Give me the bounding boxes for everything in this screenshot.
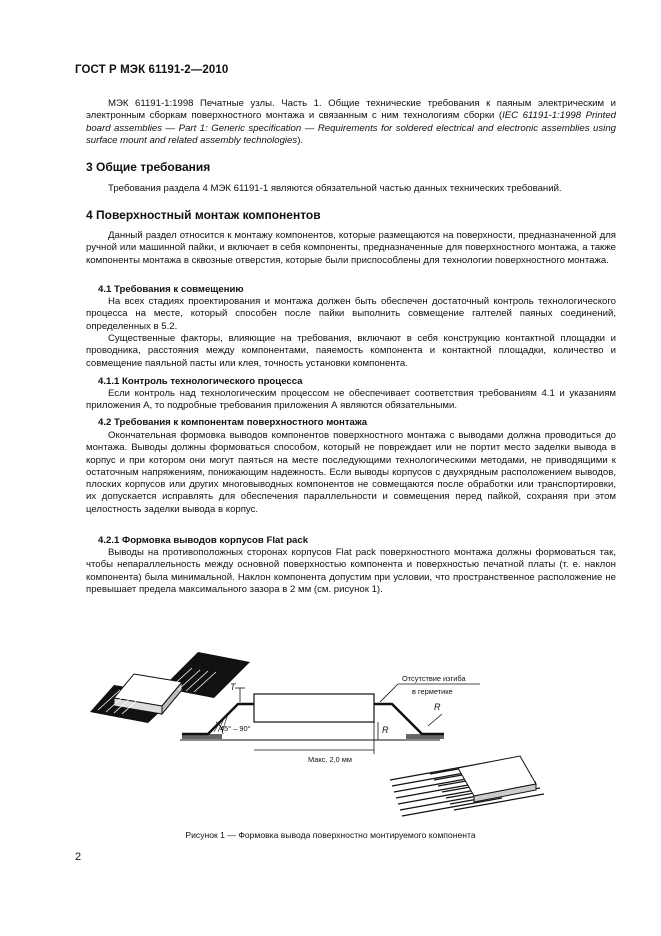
flat-pack-isometric-left [90,652,250,723]
section-3-title: 3 Общие требования [86,160,211,174]
label-max-gap: Макс. 2,0 мм [308,755,352,764]
component-body [254,694,374,722]
section-4-body: Данный раздел относится к монтажу компонентов, которые размещаются на поверхности, предназначенной для ручной или машинной пайки, и включает в себя компоненты, предназначенные для поверхностного монтажа, а также компоненты монтажа в сквозные отверстия, которые были приспособлены для технологии поверхностного монтажа. [86,230,616,266]
reference-paragraph [86,98,616,147]
section-4-title: 4 Поверхностный монтаж компонентов [86,208,321,222]
section-4-2-1-body: Выводы на противоположных сторонах корпусов Flat pack поверхностного монтажа должны формоваться так, чтобы непараллельность между основной поверхностью компонента и поверхностью печатной платы (т. е. наклон компонента) была минимальной. Наклон компонента допустим при условии, что пространственное расположение не превышает предела максимального зазора в 2 мм (см. рисунок 1). [86,547,616,595]
no-bend-leader [380,684,398,702]
label-no-bend-2: в герметике [412,687,453,696]
section-3-body: Требования раздела 4 МЭК 61191-1 являются обязательной частью данных технических требований. [108,183,562,194]
section-4-1-1-body: Если контроль над технологическим процессом не обеспечивает соответствия требованиям 4.1 и указаниям приложения А, то подробные требования приложения А являются обязательными. [86,388,616,412]
reference-tail: ). [297,134,304,146]
label-angle: 45° – 90° [220,724,251,733]
section-4-1-1-title: 4.1.1 Контроль технологического процесса [98,376,303,387]
label-t: T [230,682,236,692]
section-4-2-body: Окончательная формовка выводов компонентов поверхностного монтажа с выводами должна проводиться до монтажа. Выводы должны формоваться способом, который не повреждает или не портит место заделки вывода в корпус и при котором они могут паяться на месте последующими технологическими методами, не приводящими к остаточным напряжениям, понижающим надежность. Если выводы корпусов с двухрядным расположением выводов, плоских корпусов или других многовыводных компонентов не совмещаются после обработки или транспортировки, их допускается исправлять для обеспечения параллельности и совмещения перед пайкой, сохраняя при этом целостность заделки вывода в корпус. [86,430,616,515]
label-r-right: R [434,702,441,712]
section-4-2-title: 4.2 Требования к компонентам поверхностного монтажа [98,417,368,428]
reference-italic: IEC 61191-1:1998 Printed board assemblies — Part 1: Generic specification — Requirements for soldered electrical and electronic assemblies using surface mount and related assembly technologies [86,110,616,146]
figure-caption: Рисунок 1 — Формовка вывода поверхностно монтируемого компонента [185,830,476,840]
document-header: ГОСТ Р МЭК 61191-2—2010 [75,64,229,76]
section-4-2-1-title: 4.2.1 Формовка выводов корпусов Flat pack [98,535,309,546]
section-4-1-p1: На всех стадиях проектирования и монтажа должен быть обеспечен достаточный контроль технологического процесса на месте, который способен после пайки выполнить совмещение галтелей паяных соединений, определенных в 5.2. [86,296,616,332]
section-4-1-title: 4.1 Требования к совмещению [98,284,244,295]
reference-text: МЭК 61191-1:1998 Печатные узлы. Часть 1. Общие технические требования к паяным электрическим и электронным сборкам поверхностного монтажа и связанным с ним технологиям сборки ( [86,98,616,122]
page-number: 2 [75,851,82,863]
flat-pack-isometric-right [390,756,544,816]
figure-flat-pack-lead-forming [90,650,560,820]
label-no-bend-1: Отсутствие изгиба [402,674,466,683]
section-4-1-p2: Существенные факторы, влияющие на требования, включают в себя конструкцию контактной площадки и проводника, расстояния между компонентами, паяемость компонента и контактной площадки, количество и совмещение паяльной пасты или клея, точность установки компонента. [86,333,616,369]
label-r-left: R [382,725,389,735]
